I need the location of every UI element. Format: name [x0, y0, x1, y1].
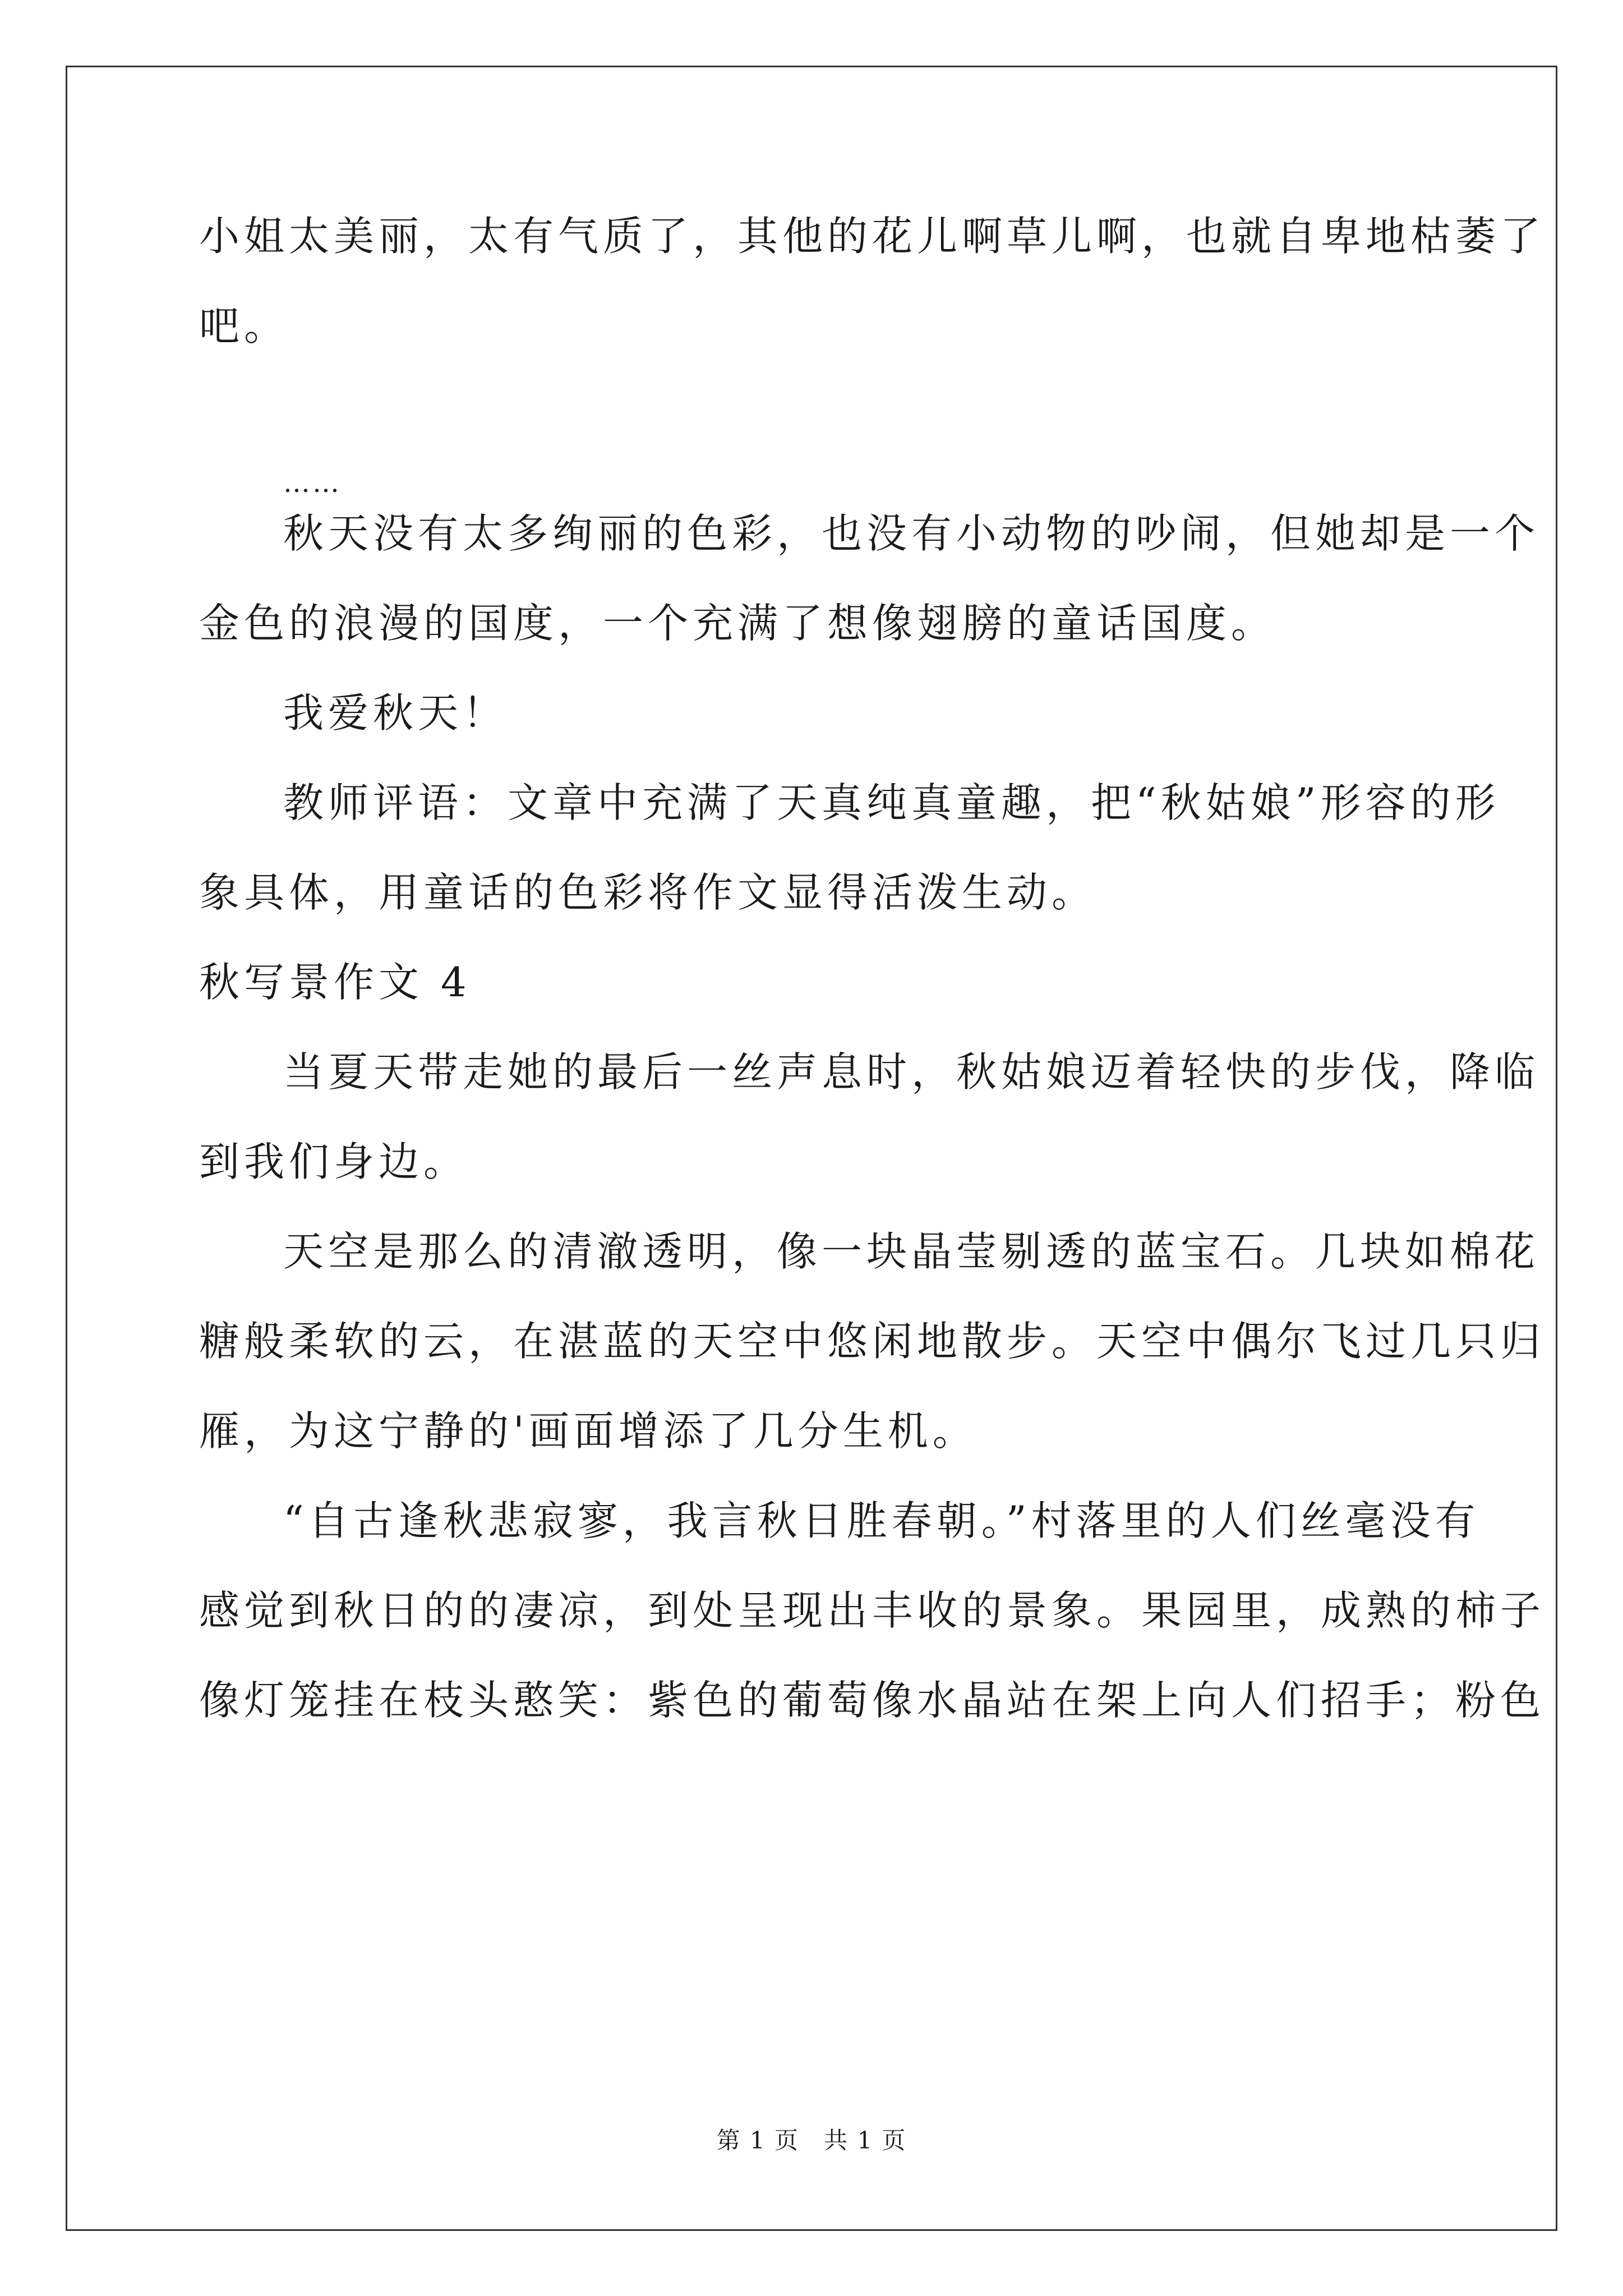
paragraph-start: 我爱秋天！ — [283, 689, 508, 737]
paragraph-start: 当夏天带走她的最后一丝声息时，秋姑娘迈着轻快的步伐，降临 — [283, 1048, 1540, 1096]
paragraph-start: 秋天没有太多绚丽的色彩，也没有小动物的吵闹，但她却是一个 — [283, 510, 1540, 557]
paragraph-start: “自古逢秋悲寂寥，我言秋日胜春朝。”村落里的人们丝毫没有 — [283, 1497, 1480, 1544]
paragraph-start: 教师评语：文章中充满了天真纯真童趣，把“秋姑娘”形容的形 — [283, 779, 1500, 826]
text-line: 感觉到秋日的的凄凉，到处呈现出丰收的景象。果园里，成熟的柿子 — [199, 1587, 1546, 1634]
text-line: 糖般柔软的云，在湛蓝的天空中悠闲地散步。天空中偶尔飞过几只归 — [199, 1318, 1546, 1365]
page-footer: 第 1 页 共 1 页 — [716, 2127, 907, 2154]
text-line: 金色的浪漫的国度，一个充满了想像翅膀的童话国度。 — [199, 600, 1276, 647]
paragraph-start: 天空是那么的清澈透明，像一块晶莹剔透的蓝宝石。几块如棉花 — [283, 1228, 1540, 1275]
text-line: 吧。 — [199, 302, 289, 349]
text-line: 雁，为这宁静的'画面增添了几分生机。 — [199, 1407, 978, 1455]
text-line: 像灯笼挂在枝头憨笑：紫色的葡萄像水晶站在架上向人们招手；粉色 — [199, 1677, 1546, 1724]
text-line: 到我们身边。 — [199, 1138, 469, 1185]
text-line: 小姐太美丽，太有气质了，其他的花儿啊草儿啊，也就自卑地枯萎了 — [199, 213, 1546, 260]
section-heading: 秋写景作文 4 — [199, 959, 471, 1006]
text-line: 象具体，用童话的色彩将作文显得活泼生动。 — [199, 869, 1097, 916]
ellipsis-line: …… — [283, 467, 342, 499]
